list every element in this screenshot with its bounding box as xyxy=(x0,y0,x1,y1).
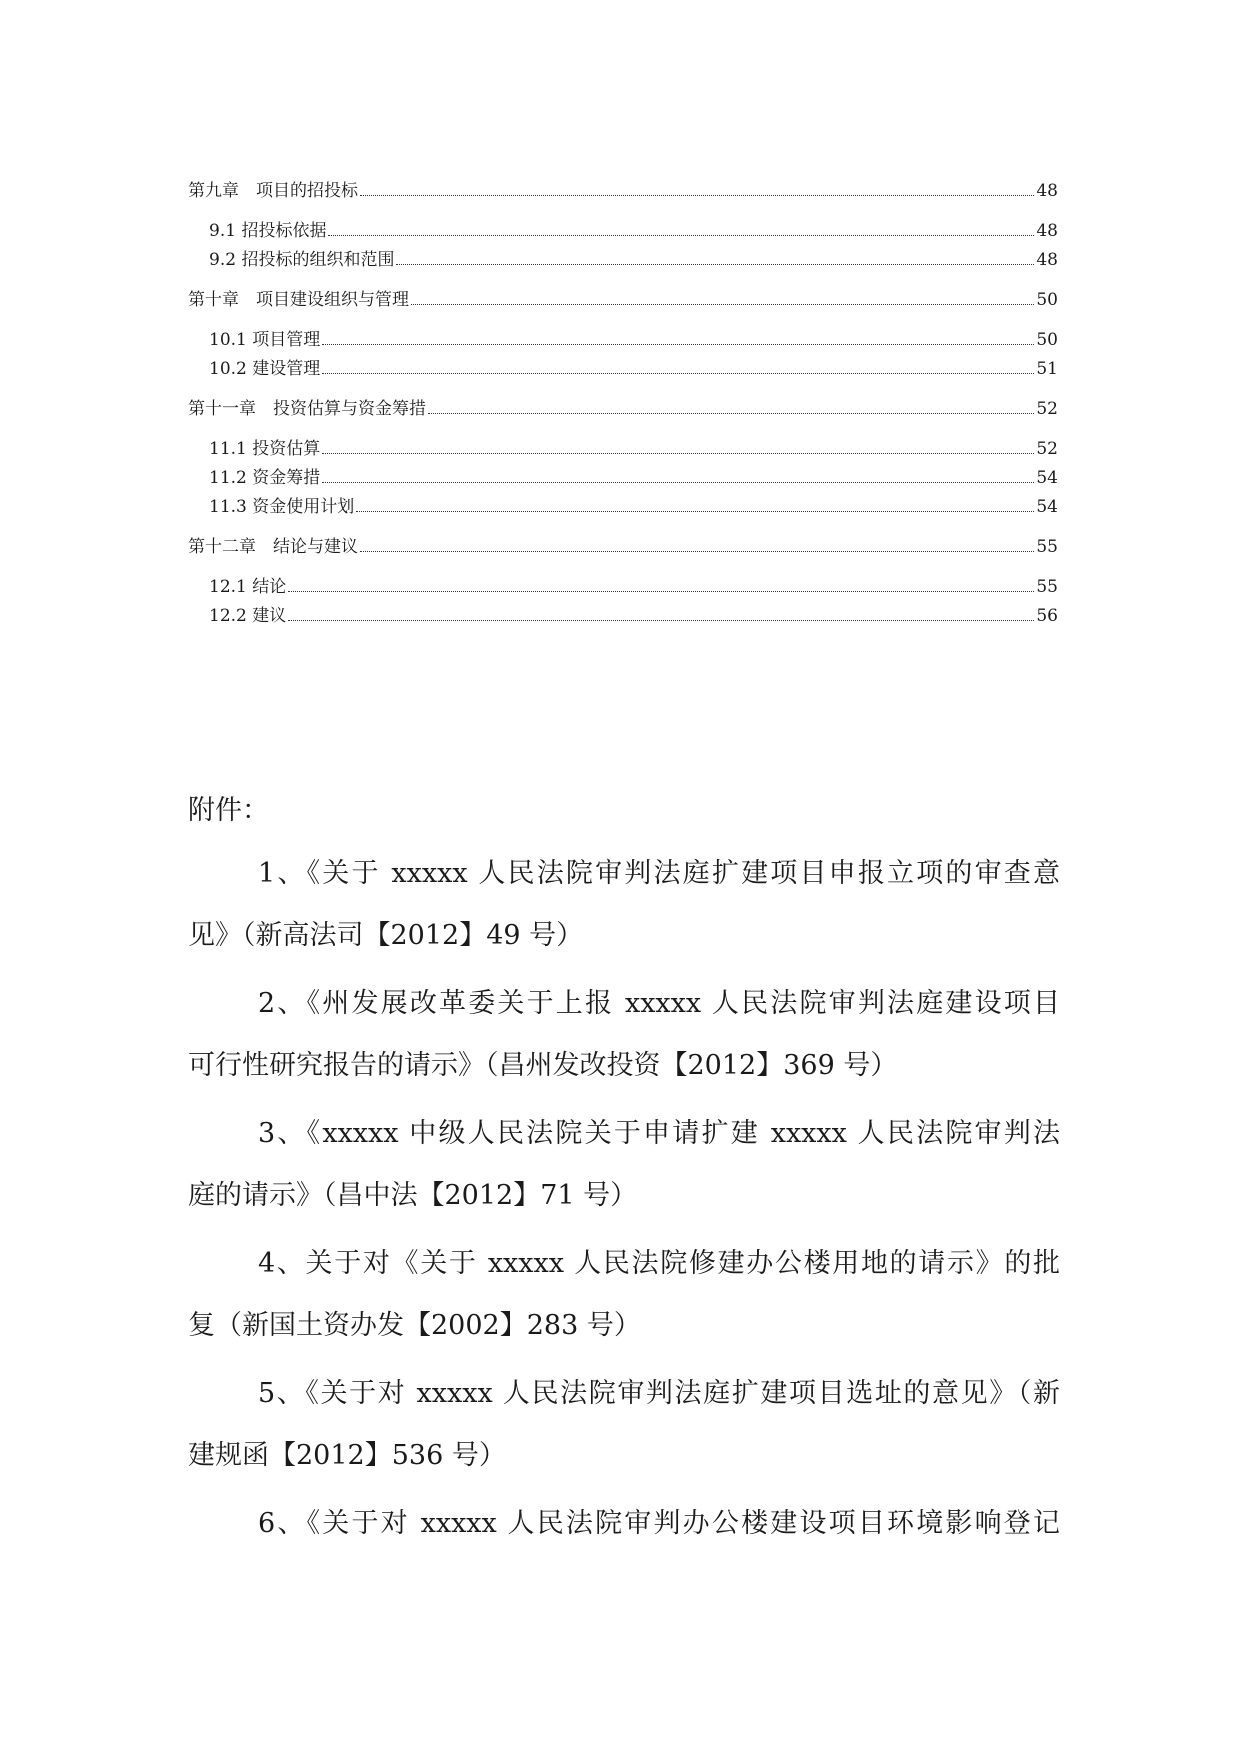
toc-entry-9-1[interactable] xyxy=(188,215,1058,243)
toc-leader xyxy=(322,481,1034,483)
toc-entry-title: 12.1 结论 xyxy=(209,577,287,597)
toc-entry-page: 55 xyxy=(1036,577,1058,597)
annex-item-line: 3、《xxxxx 中级人民法院关于申请扩建 xxxxx 人民法院审判法 xyxy=(258,1118,1060,1149)
toc-entry-page: 52 xyxy=(1036,399,1058,419)
toc-entry-title: 第九章 项目的招投标 xyxy=(188,181,358,201)
toc-entry-title: 9.1 招投标依据 xyxy=(209,221,327,241)
annex-item-6 xyxy=(188,1493,1060,1555)
toc-entry-chapter-11[interactable] xyxy=(188,393,1058,421)
toc-entry-9-2[interactable] xyxy=(188,244,1058,272)
toc-entry-title: 第十一章 投资估算与资金筹措 xyxy=(188,399,426,419)
toc-leader xyxy=(322,372,1034,374)
toc-leader xyxy=(288,590,1034,592)
toc-entry-chapter-12[interactable] xyxy=(188,531,1058,559)
annex-title: 附件： xyxy=(188,795,269,826)
toc-entry-10-1[interactable] xyxy=(188,324,1058,352)
annex-item-line: 见》（新高法司【2012】49 号） xyxy=(188,920,584,951)
toc-entry-title: 10.2 建设管理 xyxy=(209,359,321,379)
toc-entry-page: 48 xyxy=(1036,181,1058,201)
annex-item-line: 建规函【2012】536 号） xyxy=(188,1440,506,1471)
annex-item-4 xyxy=(188,1233,1060,1357)
toc-entry-10-2[interactable] xyxy=(188,353,1058,381)
annex-item-2 xyxy=(188,973,1060,1097)
toc-entry-11-1[interactable] xyxy=(188,433,1058,461)
annex-item-line: 5、《关于对 xxxxx 人民法院审判法庭扩建项目选址的意见》（新 xyxy=(258,1378,1060,1409)
toc-entry-page: 51 xyxy=(1036,359,1058,379)
toc-entry-title: 11.3 资金使用计划 xyxy=(209,497,355,517)
toc-entry-page: 50 xyxy=(1036,330,1058,350)
toc-leader xyxy=(322,452,1034,454)
toc-entry-chapter-10[interactable] xyxy=(188,284,1058,312)
toc-leader xyxy=(288,619,1034,621)
annex-item-line: 4、关于对《关于 xxxxx 人民法院修建办公楼用地的请示》的批 xyxy=(258,1248,1060,1279)
toc-entry-title: 10.1 项目管理 xyxy=(209,330,321,350)
annex-item-1 xyxy=(188,843,1060,967)
annex-item-5 xyxy=(188,1363,1060,1487)
toc-entry-11-3[interactable] xyxy=(188,491,1058,519)
toc-entry-page: 48 xyxy=(1036,221,1058,241)
annex-item-line: 庭的请示》（昌中法【2012】71 号） xyxy=(188,1180,638,1211)
toc-leader xyxy=(356,510,1034,512)
toc-entry-11-2[interactable] xyxy=(188,462,1058,490)
toc-entry-page: 50 xyxy=(1036,290,1058,310)
toc-entry-12-1[interactable] xyxy=(188,571,1058,599)
toc-entry-page: 54 xyxy=(1036,497,1058,517)
toc-entry-title: 9.2 招投标的组织和范围 xyxy=(209,250,395,270)
toc-leader xyxy=(328,234,1034,236)
annex-item-line: 1、《关于 xxxxx 人民法院审判法庭扩建项目申报立项的审查意 xyxy=(258,858,1060,889)
toc-entry-title: 12.2 建议 xyxy=(209,606,287,626)
toc-entry-title: 第十章 项目建设组织与管理 xyxy=(188,290,409,310)
toc-entry-title: 第十二章 结论与建议 xyxy=(188,537,358,557)
toc-entry-title: 11.1 投资估算 xyxy=(209,439,321,459)
toc-entry-page: 48 xyxy=(1036,250,1058,270)
toc-entry-page: 55 xyxy=(1036,537,1058,557)
annex-item-line: 复（新国土资办发【2002】283 号） xyxy=(188,1310,641,1341)
toc-entry-page: 54 xyxy=(1036,468,1058,488)
toc-leader xyxy=(428,412,1034,414)
toc-entry-12-2[interactable] xyxy=(188,600,1058,628)
toc-leader xyxy=(360,550,1034,552)
annex-item-line: 6、《关于对 xxxxx 人民法院审判办公楼建设项目环境影响登记 xyxy=(258,1508,1060,1539)
toc-entry-page: 52 xyxy=(1036,439,1058,459)
annex-item-line: 可行性研究报告的请示》（昌州发改投资【2012】369 号） xyxy=(188,1050,898,1081)
toc-entry-chapter-9[interactable] xyxy=(188,175,1058,203)
annex-item-3 xyxy=(188,1103,1060,1227)
toc-leader xyxy=(396,263,1034,265)
toc-leader xyxy=(360,194,1034,196)
toc-leader xyxy=(322,343,1034,345)
annex-item-line: 2、《州发展改革委关于上报 xxxxx 人民法院审判法庭建设项目 xyxy=(258,988,1060,1019)
toc-entry-title: 11.2 资金筹措 xyxy=(209,468,321,488)
toc-leader xyxy=(411,303,1034,305)
toc-entry-page: 56 xyxy=(1036,606,1058,626)
